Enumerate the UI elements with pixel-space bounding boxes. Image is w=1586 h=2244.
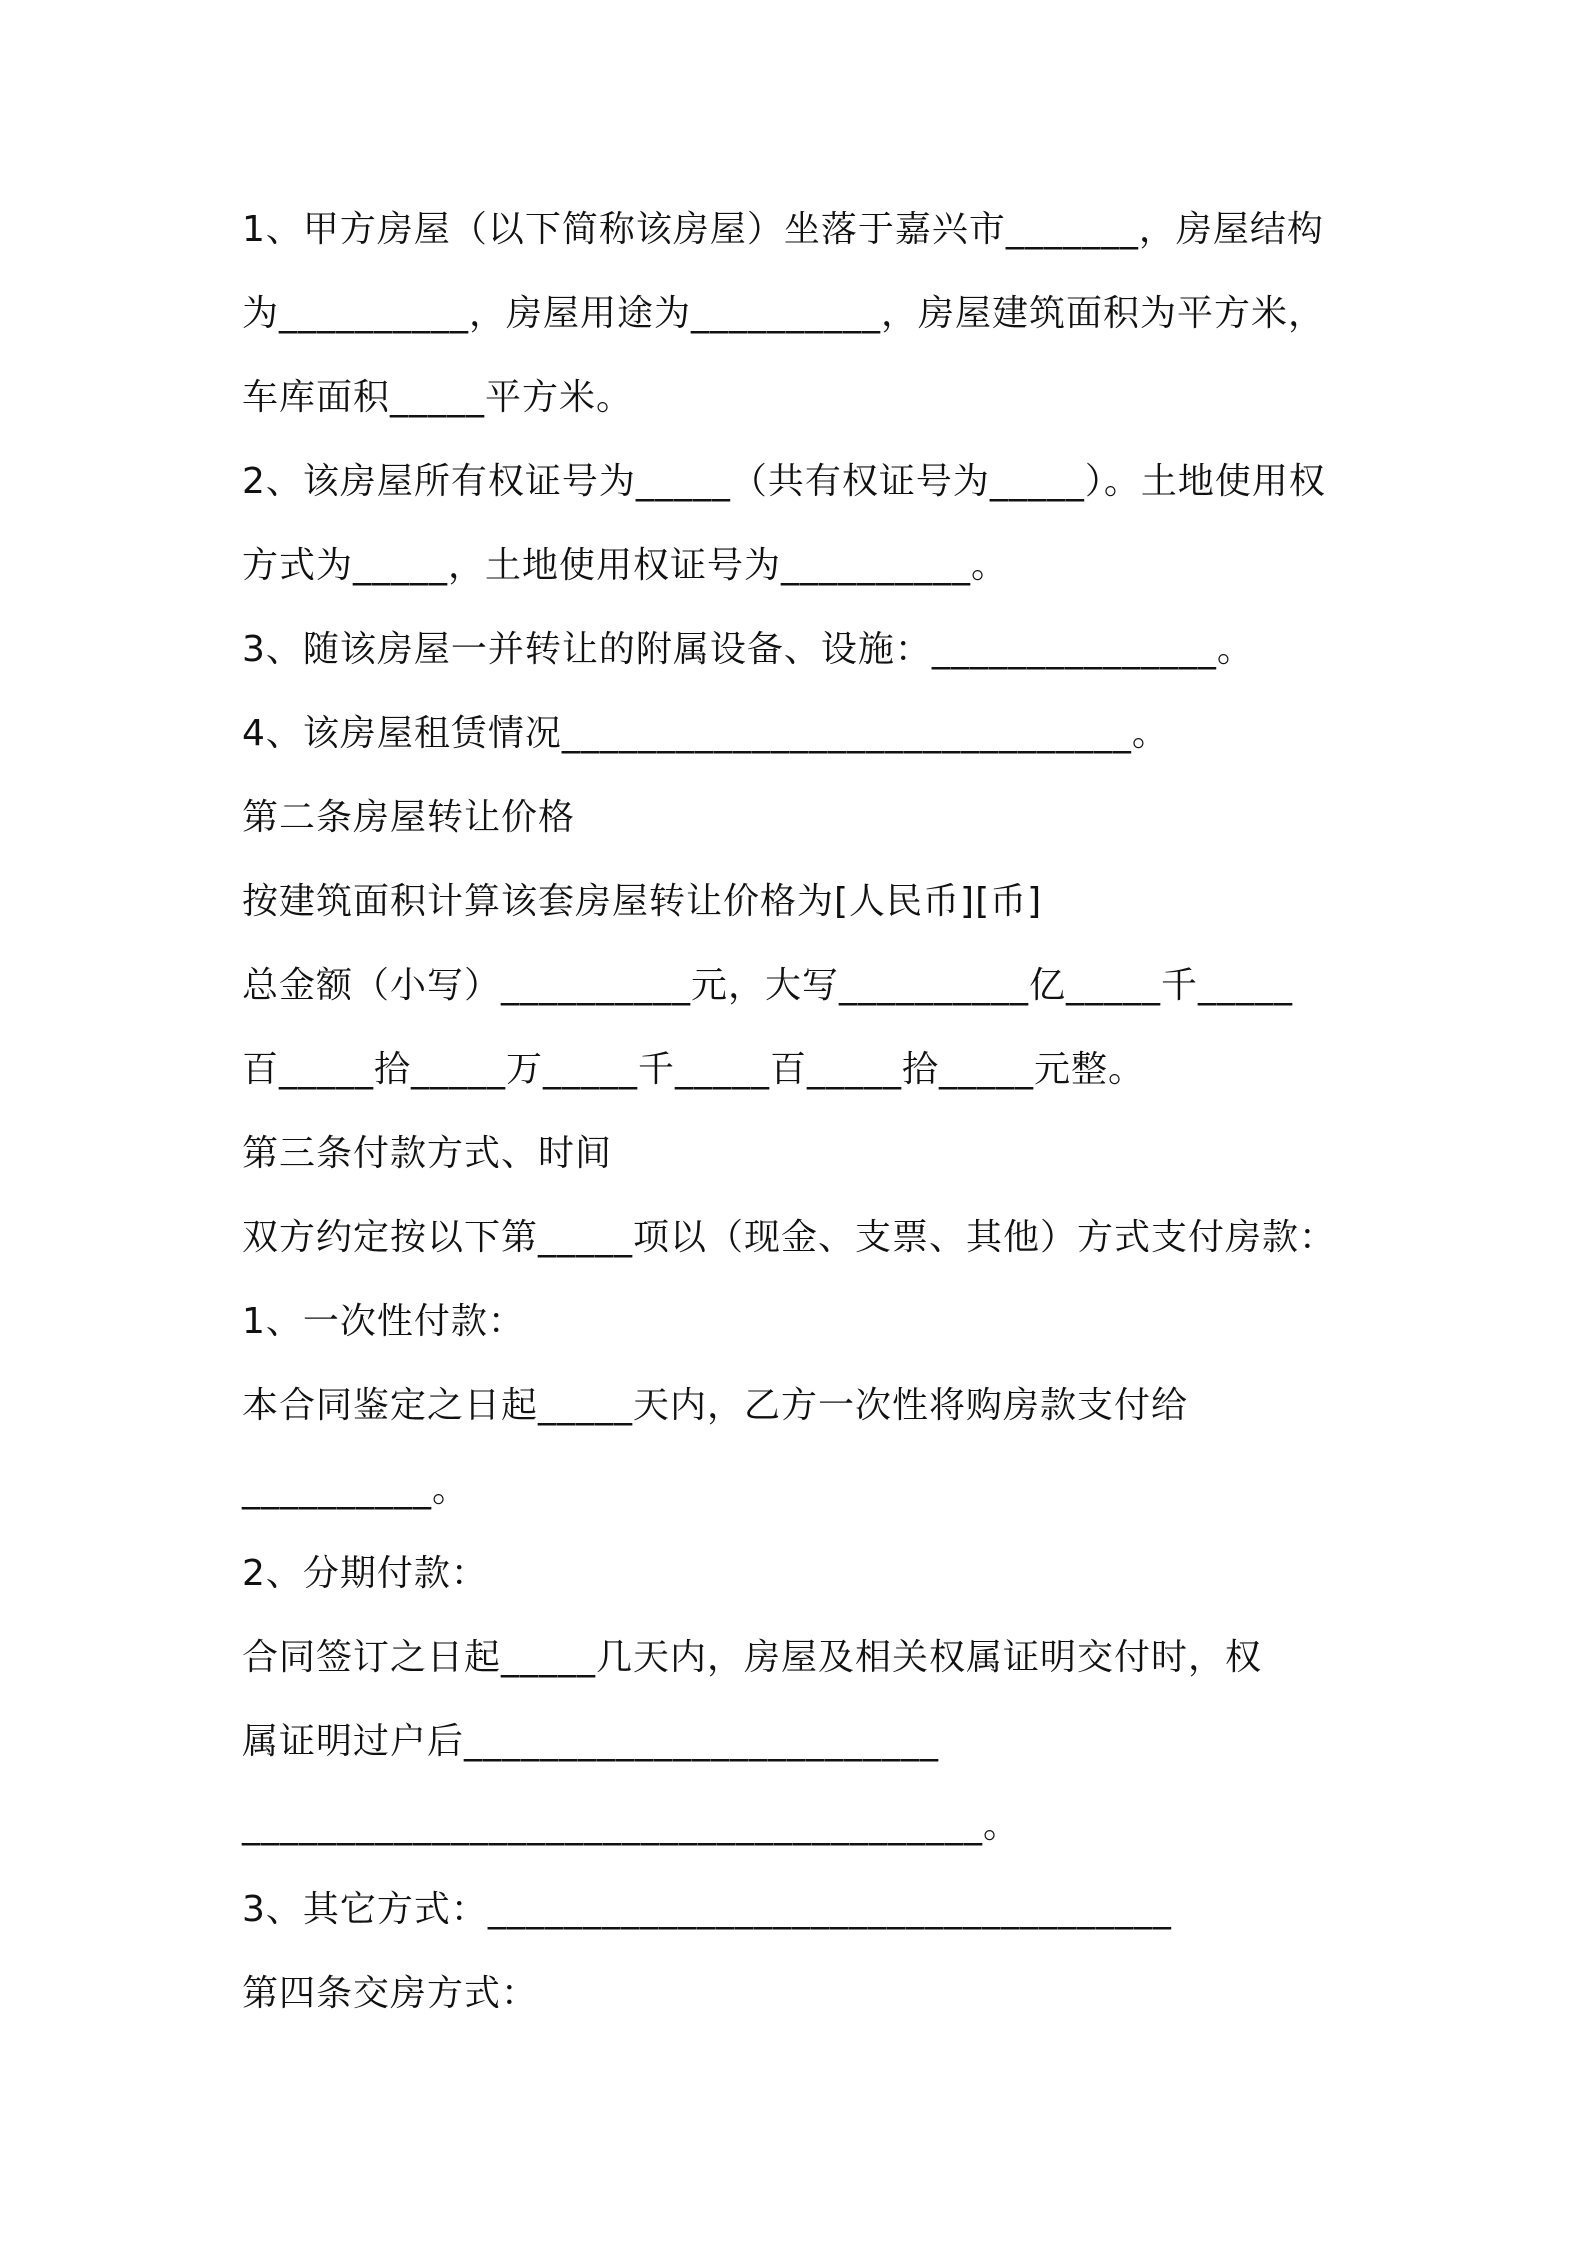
installment-heading: 2、分期付款： bbox=[242, 1553, 488, 1594]
clause-1-line-1: 1、甲方房屋（以下简称该房屋）坐落于嘉兴市_______，房屋结构 bbox=[242, 209, 1324, 250]
lump-sum-line-1: 本合同鉴定之日起_____天内，乙方一次性将购房款支付给 bbox=[242, 1385, 1189, 1426]
clause-4-line: 4、该房屋租赁情况______________________________。 bbox=[242, 713, 1169, 754]
price-line-2: 总金额（小写）__________元，大写__________亿_____千_____ bbox=[242, 965, 1294, 1006]
clause-2-line-1: 2、该房屋所有权证号为_____（共有权证号为_____）。土地使用权 bbox=[242, 461, 1326, 502]
article-3-heading: 第三条付款方式、时间 bbox=[242, 1133, 613, 1174]
installment-line-3: _______________________________________。 bbox=[242, 1805, 1020, 1846]
installment-line-2: 属证明过户后_________________________ bbox=[242, 1721, 940, 1762]
installment-line-1: 合同签订之日起_____几天内，房屋及相关权属证明交付时，权 bbox=[242, 1637, 1263, 1678]
lump-sum-heading: 1、一次性付款： bbox=[242, 1301, 525, 1342]
clause-2-line-2: 方式为_____，土地使用权证号为__________。 bbox=[242, 545, 1009, 586]
clause-3-line: 3、随该房屋一并转让的附属设备、设施：_______________。 bbox=[242, 629, 1254, 670]
payment-method-line: 双方约定按以下第_____项以（现金、支票、其他）方式支付房款： bbox=[242, 1217, 1337, 1258]
clause-1-line-3: 车库面积_____平方米。 bbox=[242, 377, 634, 418]
price-line-1: 按建筑面积计算该套房屋转让价格为[人民币][币] bbox=[242, 881, 1043, 922]
lump-sum-line-2: __________。 bbox=[242, 1469, 470, 1510]
article-2-heading: 第二条房屋转让价格 bbox=[242, 797, 576, 838]
price-line-3: 百_____拾_____万_____千_____百_____拾_____元整。 bbox=[242, 1049, 1146, 1090]
article-4-heading: 第四条交房方式： bbox=[242, 1973, 539, 2014]
other-method-line: 3、其它方式：____________________________________ bbox=[242, 1889, 1172, 1930]
clause-1-line-2: 为__________，房屋用途为__________，房屋建筑面积为平方米， bbox=[242, 293, 1326, 334]
